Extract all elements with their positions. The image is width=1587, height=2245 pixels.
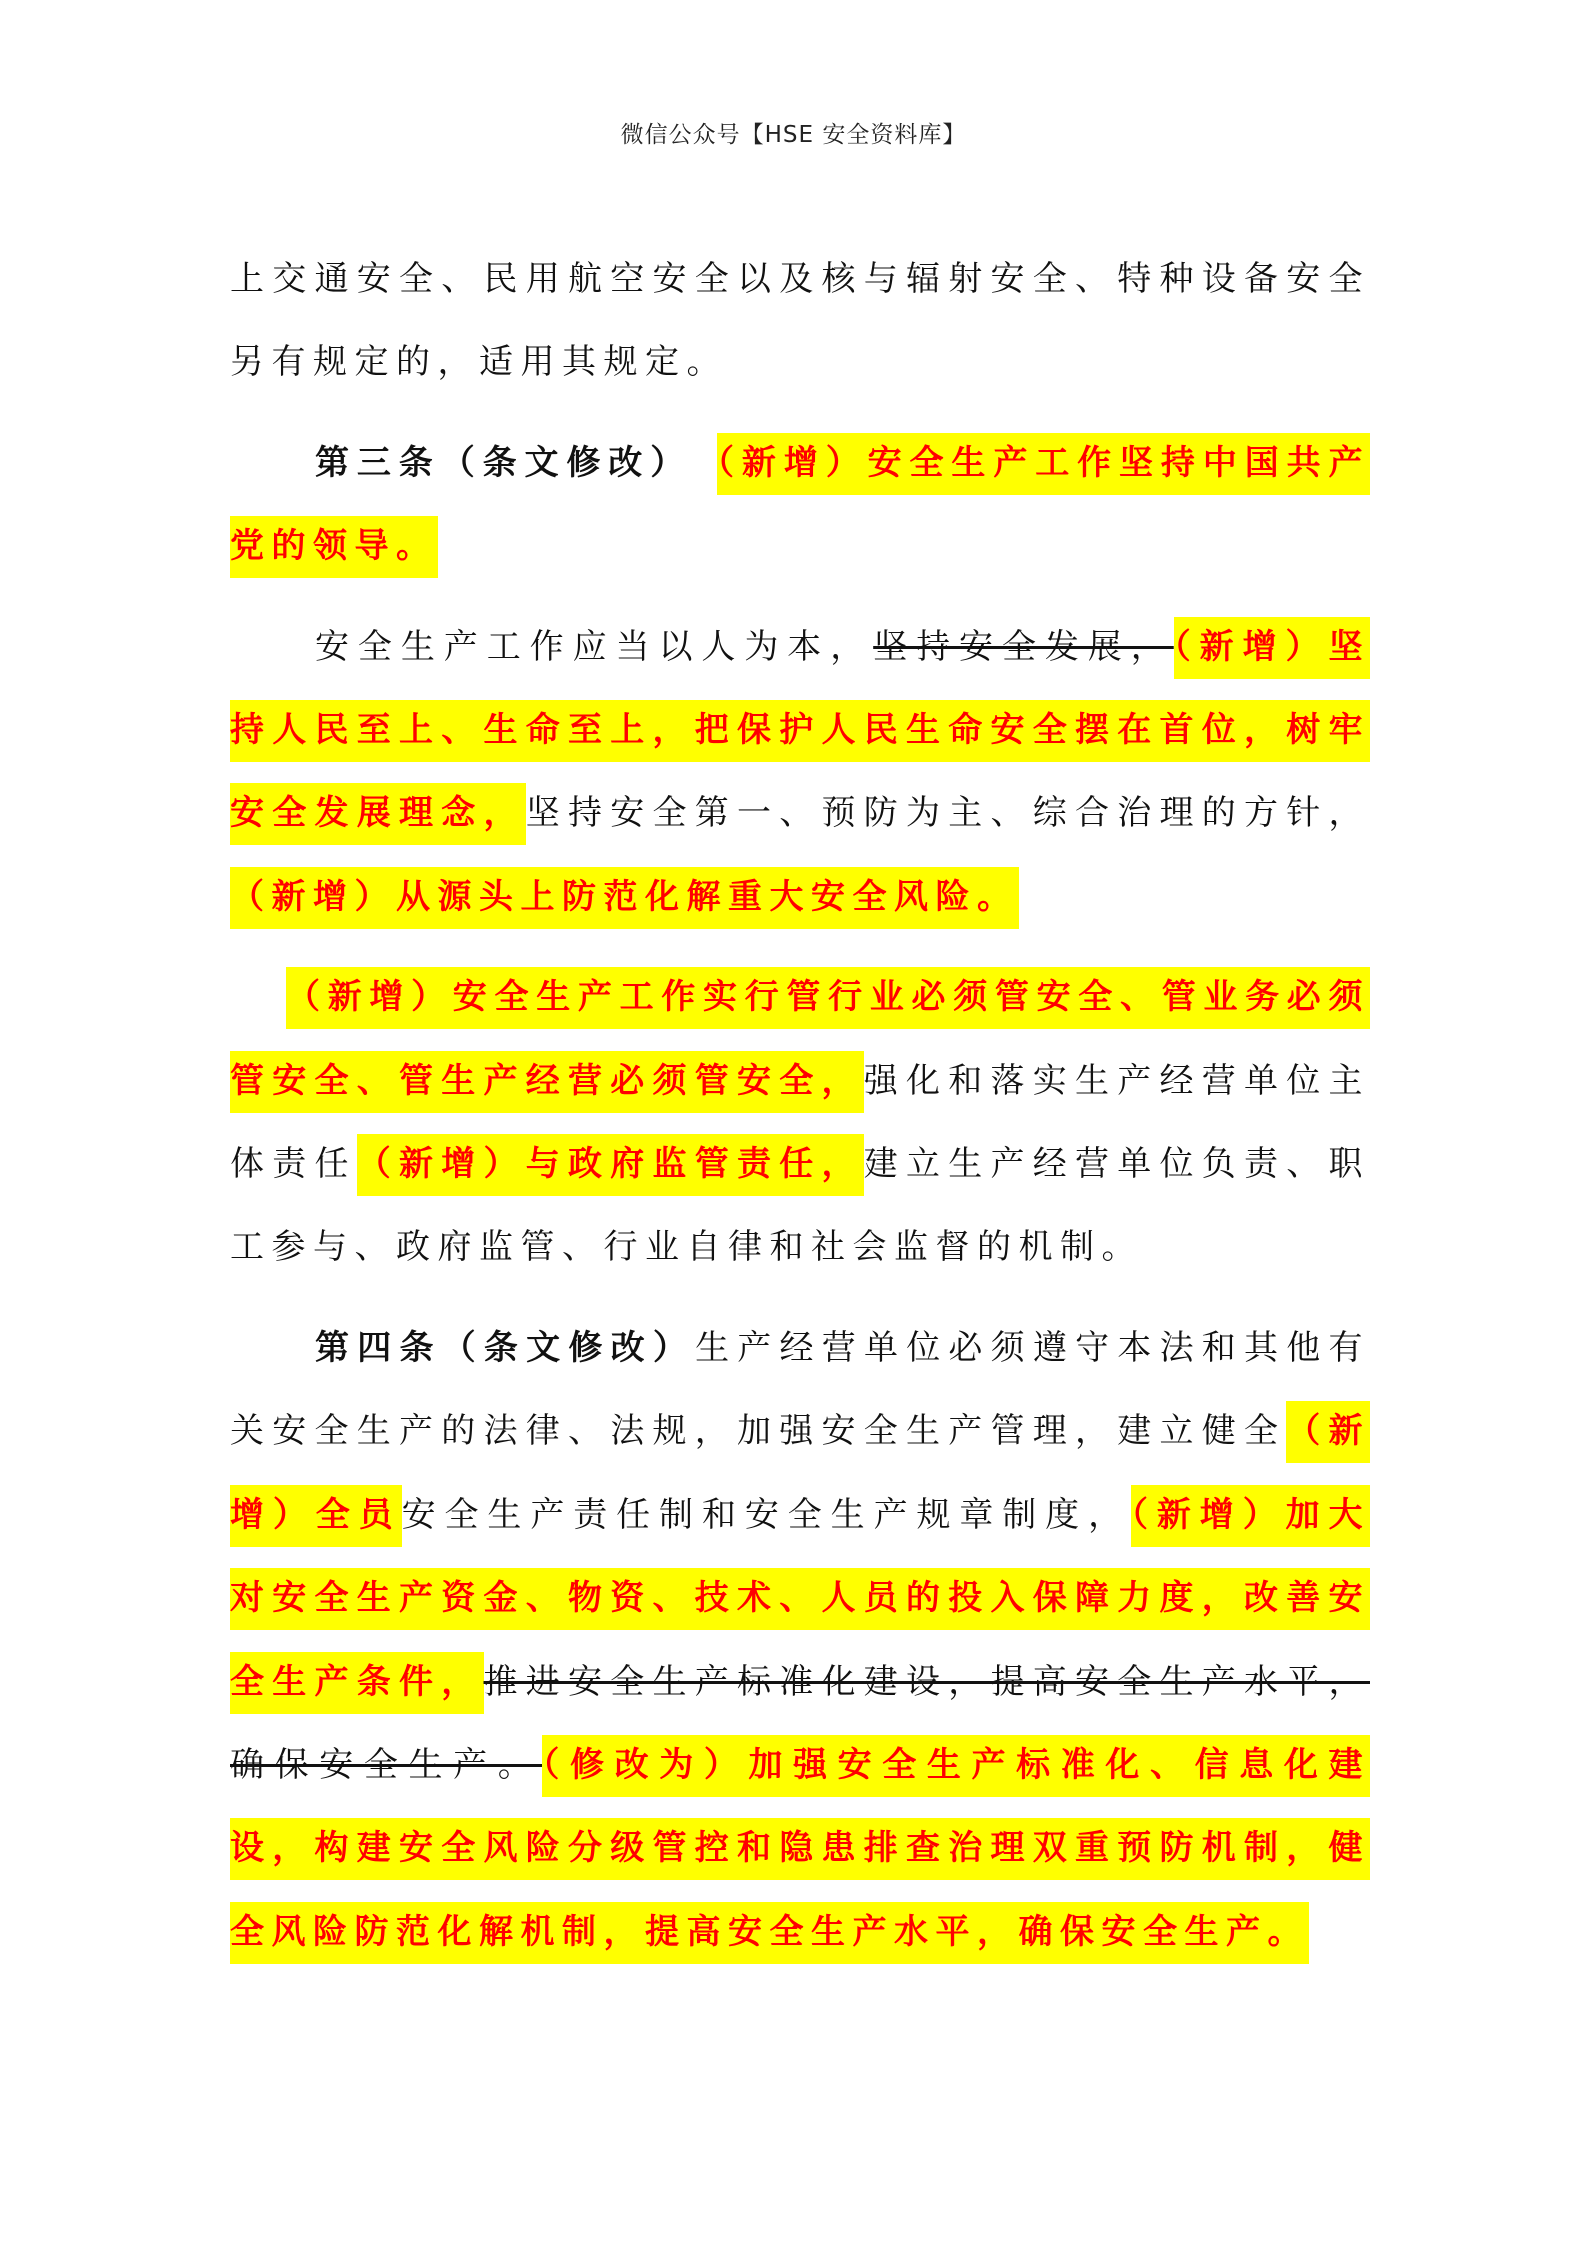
added-text: （新增）从源头上防范化解重大安全风险。 xyxy=(230,867,1019,929)
deleted-text: 推进安全生产标准化建设，提高安全生产水平，确保安全生产。 xyxy=(230,1661,1370,1785)
paragraph-responsibility xyxy=(230,956,1370,1290)
plain-text: 强化和落实生产经营单位主体责任 xyxy=(230,1060,1370,1185)
deleted-text: 坚持安全发展， xyxy=(873,626,1174,667)
paragraph-continuation xyxy=(230,238,1370,405)
article-3 xyxy=(230,422,1370,589)
paragraph-text: 上交通安全、民用航空安全以及核与辐射安全、特种设备安全另有规定的，适用其规定。 xyxy=(230,259,1370,383)
plain-text: 坚持安全第一、预防为主、综合治理的方针， xyxy=(525,793,1370,834)
modified-text: （修改为）加强安全生产标准化、信息化建设，构建安全风险分级管控和隐患排查治理双重预防机制，健全风险防范化解机制，提高安全生产水平，确保安全生产。 xyxy=(230,1735,1370,1964)
plain-text: 生产经营单位必须遵守本法和其他有关安全生产的法律、法规，加强安全生产管理，建立健全 xyxy=(230,1327,1370,1452)
document-body xyxy=(230,238,1370,1974)
paragraph-people-first xyxy=(230,606,1370,940)
article-4 xyxy=(230,1307,1370,1974)
added-text: （新增）坚持人民至上、生命至上，把保护人民生命安全摆在首位，树牢安全发展理念， xyxy=(230,617,1370,846)
added-text: （新增）安全生产工作实行管行业必须管安全、管业务必须管安全、管生产经营必须管安全， xyxy=(230,967,1370,1112)
added-text: （新增）全员 xyxy=(230,1401,1370,1546)
plain-text: 建立生产经营单位负责、职工参与、政府监管、行业自律和社会监督的机制。 xyxy=(230,1144,1370,1268)
article-3-title: 第三条（条文修改） xyxy=(315,442,676,483)
plain-text: 安全生产工作应当以人为本， xyxy=(315,626,874,667)
plain-text: 安全生产责任制和安全生产规章制度， xyxy=(401,1494,1131,1535)
article-4-title: 第四条（条文修改） xyxy=(315,1327,696,1368)
added-text: （新增）安全生产工作坚持中国共产党的领导。 xyxy=(230,433,1370,578)
added-text: （新增）与政府监管责任， xyxy=(357,1134,864,1196)
added-text: （新增）加大对安全生产资金、物资、技术、人员的投入保障力度，改善安全生产条件， xyxy=(230,1485,1370,1714)
page-header: 微信公众号【HSE 安全资料库】 xyxy=(620,122,967,148)
